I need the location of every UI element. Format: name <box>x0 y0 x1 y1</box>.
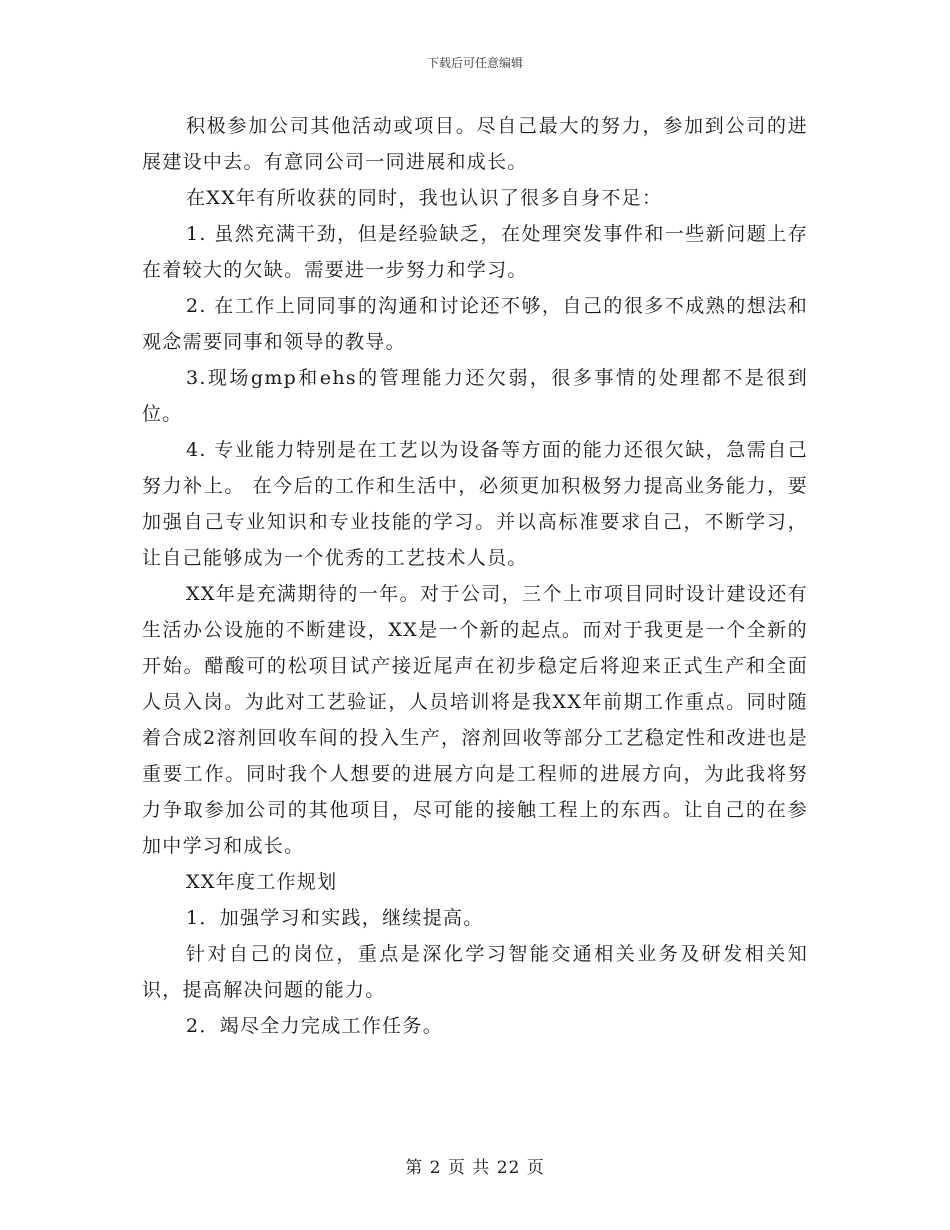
paragraph: 针对自己的岗位，重点是深化学习智能交通相关业务及研发相关知识，提高解决问题的能力。 <box>142 943 808 1001</box>
list-item: 2．竭尽全力完成工作任务。 <box>186 1015 443 1037</box>
section-heading: XX年度工作规划 <box>186 871 338 893</box>
paragraph: 1. 虽然充满干劲，但是经验缺乏，在处理突发事件和一些新问题上存在着较大的欠缺。需要进一步努力和学习。 <box>142 223 808 281</box>
page-header-note: 下载后可任意编辑 <box>426 56 523 70</box>
paragraph: 积极参加公司其他活动或项目。尽自己最大的努力，参加到公司的进展建设中去。有意同公司一同进展和成长。 <box>142 115 808 173</box>
paragraph: 2. 在工作上同同事的沟通和讨论还不够，自己的很多不成熟的想法和观念需要同事和领导的教导。 <box>142 295 808 353</box>
document-body <box>142 108 808 1044</box>
list-item: 1．加强学习和实践，继续提高。 <box>186 907 484 929</box>
paragraph: 在XX年有所收获的同时，我也认识了很多自身不足： <box>186 187 663 209</box>
paragraph: 3.现场gmp和ehs的管理能力还欠弱，很多事情的处理都不是很到位。 <box>142 367 808 425</box>
page-number: 第 2 页 共 22 页 <box>405 1158 545 1178</box>
paragraph: 4. 专业能力特别是在工艺以为设备等方面的能力还很欠缺，急需自己努力补上。 在今后的工作和生活中，必须更加积极努力提高业务能力，要加强自己专业知识和专业技能的学习。并以高标准要求自己，不断学习，让自己能够成为一个优秀的工艺技术人员。 <box>142 439 808 569</box>
paragraph: XX年是充满期待的一年。对于公司，三个上市项目同时设计建设还有生活办公设施的不断建设，XX是一个新的起点。而对于我更是一个全新的开始。醋酸可的松项目试产接近尾声在初步稳定后将迎来正式生产和全面人员入岗。为此对工艺验证，人员培训将是我XX年前期工作重点。同时随着合成2溶剂回收车间的投入生产，溶剂回收等部分工艺稳定性和改进也是重要工作。同时我个人想要的进展方向是工程师的进展方向，为此我将努力争取参加公司的其他项目，尽可能的接触工程上的东西。让自己的在参加中学习和成长。 <box>142 583 808 857</box>
